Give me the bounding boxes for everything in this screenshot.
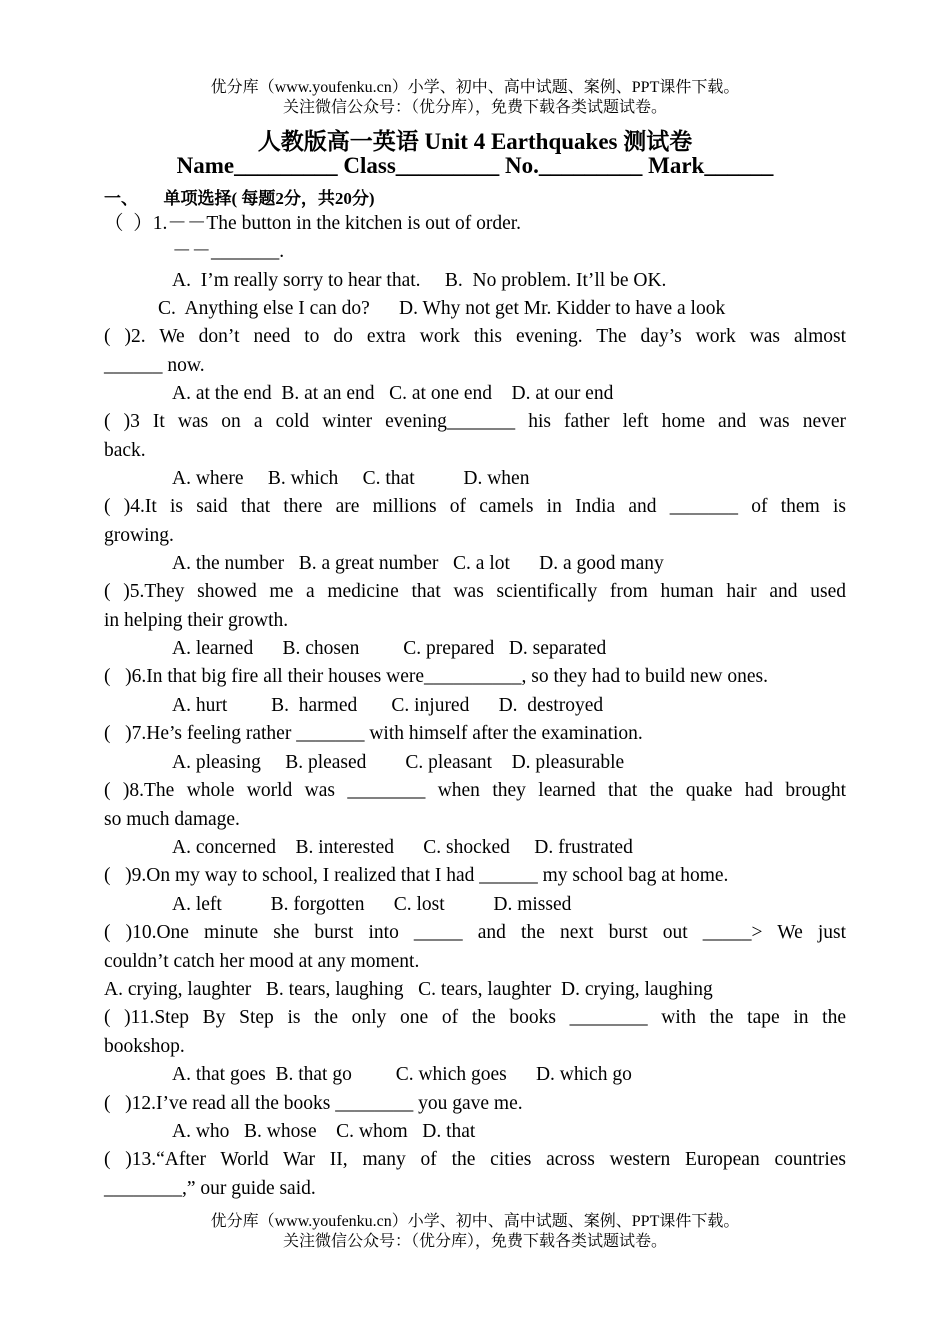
q9-stem: ( )9.On my way to school, I realized that I had ______ my school bag at home. [104, 865, 729, 886]
q2-options: A. at the end B. at an end C. at one end D. at our end [172, 383, 614, 404]
q12-stem: ( )12.I’ve read all the books ________ you gave me. [104, 1093, 523, 1114]
page-title: 人教版高一英语 Unit 4 Earthquakes 测试卷 [257, 129, 693, 154]
section-heading: 一、 单项选择( 每题2分，共20分) [104, 189, 375, 208]
q10-stem: ( )10.One minute she burst into _____ and the next burst out _____> We just [104, 922, 846, 943]
footer-line-2: 关注微信公众号：（优分库），免费下载各类试题试卷。 [282, 1233, 667, 1250]
header-line-1: 优分库（www.youfenku.cn）小学、初中、高中试题、案例、PPT课件下载。 [210, 79, 740, 96]
q13-stem: ( )13.“After World War II, many of the cities across western European countries [104, 1149, 846, 1170]
q8-stem2: so much damage. [104, 809, 240, 830]
q3-stem: ( )3 It was on a cold winter evening_______ his father left home and was never [104, 411, 846, 432]
q3-options: A. where B. which C. that D. when [172, 468, 530, 489]
name-class-line: Name_________ Class_________ No._________ Mark______ [176, 153, 774, 178]
q1-stem: （ ）1.－－The button in the kitchen is out of order. [104, 213, 522, 234]
q2-stem2: ______ now. [104, 355, 205, 376]
q4-stem2: growing. [104, 525, 174, 546]
q8-options: A. concerned B. interested C. shocked D. frustrated [172, 837, 633, 858]
q1-options-2: C. Anything else I can do? D. Why not get Mr. Kidder to have a look [158, 298, 726, 319]
q11-stem2: bookshop. [104, 1036, 185, 1057]
q1-options-1: A. I’m really sorry to hear that. B. No problem. It’ll be OK. [172, 270, 667, 291]
q1-stem2: －－_______. [172, 241, 285, 262]
q11-options: A. that goes B. that go C. which goes D. which go [172, 1064, 632, 1085]
q7-stem: ( )7.He’s feeling rather _______ with himself after the examination. [104, 723, 643, 744]
q13-stem2: ________,” our guide said. [104, 1178, 316, 1199]
q5-stem: ( )5.They showed me a medicine that was scientifically from human hair and used [104, 581, 846, 602]
q6-stem: ( )6.In that big fire all their houses were__________, so they had to build new ones. [104, 666, 768, 687]
q11-stem: ( )11.Step By Step is the only one of the books ________ with the tape in the [104, 1007, 846, 1028]
q10-stem2: couldn’t catch her mood at any moment. [104, 951, 420, 972]
header-line-2: 关注微信公众号：（优分库），免费下载各类试题试卷。 [282, 99, 667, 116]
q5-options: A. learned B. chosen C. prepared D. separated [172, 638, 607, 659]
footer-line-1: 优分库（www.youfenku.cn）小学、初中、高中试题、案例、PPT课件下载。 [210, 1213, 740, 1230]
q5-stem2: in helping their growth. [104, 610, 289, 631]
q6-options: A. hurt B. harmed C. injured D. destroyed [172, 695, 604, 716]
q4-options: A. the number B. a great number C. a lot D. a good many [172, 553, 664, 574]
q10-options: A. crying, laughter B. tears, laughing C. tears, laughter D. crying, laughing [104, 979, 713, 1000]
q3-stem2: back. [104, 440, 146, 461]
q12-options: A. who B. whose C. whom D. that [172, 1121, 476, 1142]
q9-options: A. left B. forgotten C. lost D. missed [172, 894, 572, 915]
q2-stem: ( )2. We don’t need to do extra work this evening. The day’s work was almost [104, 326, 846, 347]
q4-stem: ( )4.It is said that there are millions of camels in India and _______ of them is [104, 496, 846, 517]
q8-stem: ( )8.The whole world was ________ when they learned that the quake had brought [104, 780, 846, 801]
q7-options: A. pleasing B. pleased C. pleasant D. pleasurable [172, 752, 625, 773]
